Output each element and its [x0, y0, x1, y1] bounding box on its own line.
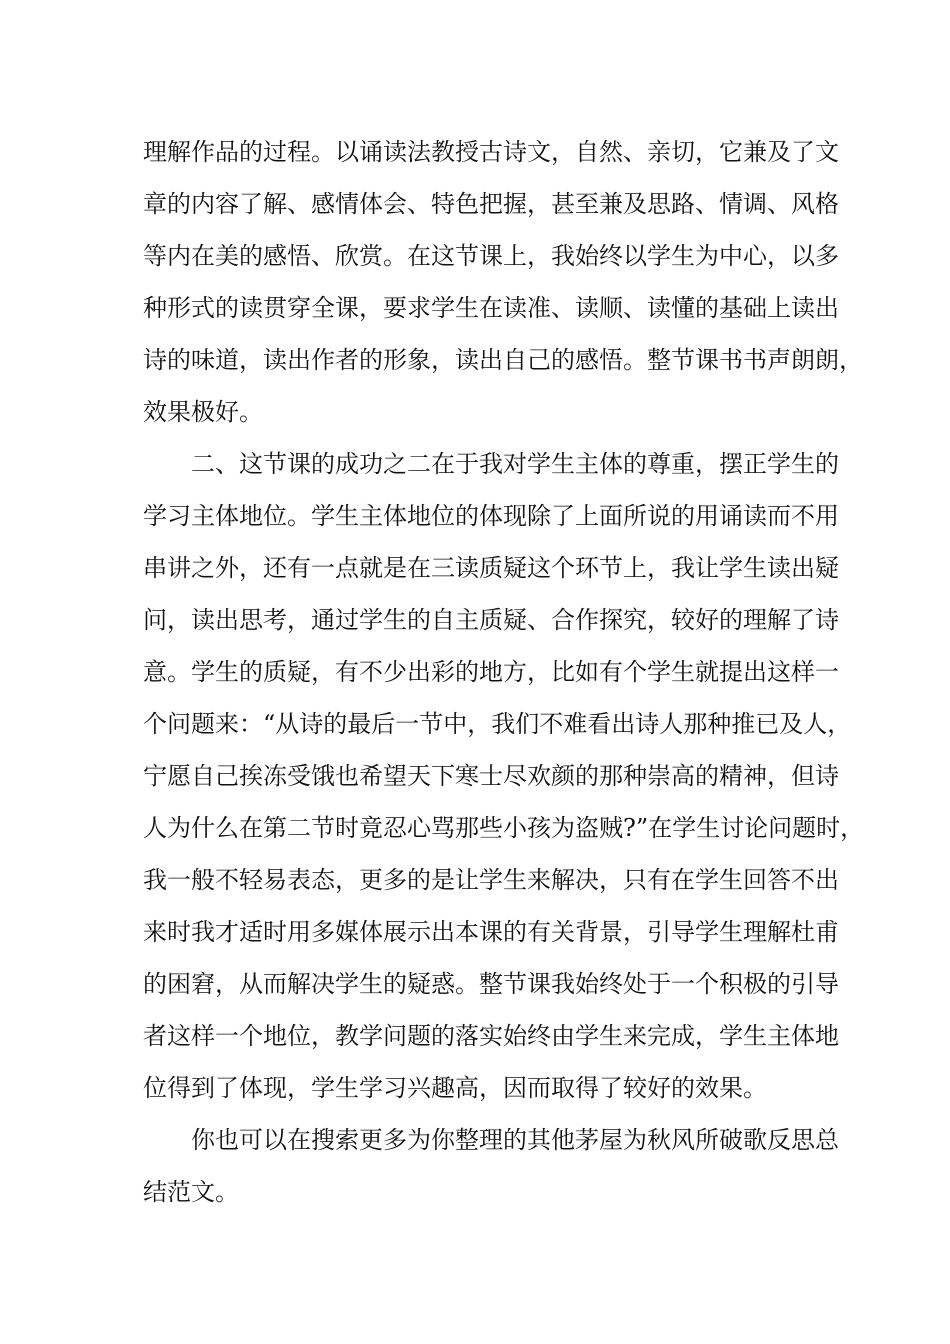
- text-line: 我一般不轻易表态，更多的是让学生来解决，只有在学生回答不出: [143, 866, 839, 894]
- paragraph-2: [143, 438, 865, 1114]
- text-line: 的困窘，从而解决学生的疑惑。整节课我始终处于一个积极的引导: [143, 970, 839, 998]
- text-line: 个问题来：“从诗的最后一节中，我们不难看出诗人那种推已及人，: [143, 710, 852, 738]
- text-line: 学习主体地位。学生主体地位的体现除了上面所说的用诵读而不用: [143, 502, 839, 530]
- text-line: 二、这节课的成功之二在于我对学生主体的尊重，摆正学生的: [191, 450, 839, 478]
- text-line: 章的内容了解、感情体会、特色把握，甚至兼及思路、情调、风格: [143, 190, 839, 218]
- text-line: 结范文。: [143, 1178, 239, 1206]
- text-line: 你也可以在搜索更多为你整理的其他茅屋为秋风所破歌反思总: [191, 1126, 839, 1154]
- text-line: 位得到了体现，学生学习兴趣高，因而取得了较好的效果。: [143, 1074, 767, 1102]
- text-line: 串讲之外，还有一点就是在三读质疑这个环节上，我让学生读出疑: [143, 554, 839, 582]
- text-line: 来时我才适时用多媒体展示出本课的有关背景，引导学生理解杜甫: [143, 918, 839, 946]
- text-line: 种形式的读贯穿全课，要求学生在读准、读顺、读懂的基础上读出: [143, 294, 839, 322]
- document-body: [143, 126, 865, 1218]
- paragraph-1: [143, 126, 863, 438]
- text-line: 效果极好。: [143, 398, 263, 426]
- text-line: 理解作品的过程。以诵读法教授古诗文，自然、亲切，它兼及了文: [143, 138, 839, 166]
- text-line: 人为什么在第二节时竟忍心骂那些小孩为盗贼?”在学生讨论问题时，: [143, 814, 865, 842]
- text-line: 诗的味道，读出作者的形象，读出自己的感悟。整节课书书声朗朗，: [143, 346, 863, 374]
- text-line: 者这样一个地位，教学问题的落实始终由学生来完成，学生主体地: [143, 1022, 839, 1050]
- paragraph-3: [143, 1114, 839, 1218]
- text-line: 意。学生的质疑，有不少出彩的地方，比如有个学生就提出这样一: [143, 658, 839, 686]
- text-line: 问，读出思考，通过学生的自主质疑、合作探究，较好的理解了诗: [143, 606, 839, 634]
- text-line: 等内在美的感悟、欣赏。在这节课上，我始终以学生为中心，以多: [143, 242, 839, 270]
- text-line: 宁愿自己挨冻受饿也希望天下寒士尽欢颜的那种崇高的精神，但诗: [143, 762, 839, 790]
